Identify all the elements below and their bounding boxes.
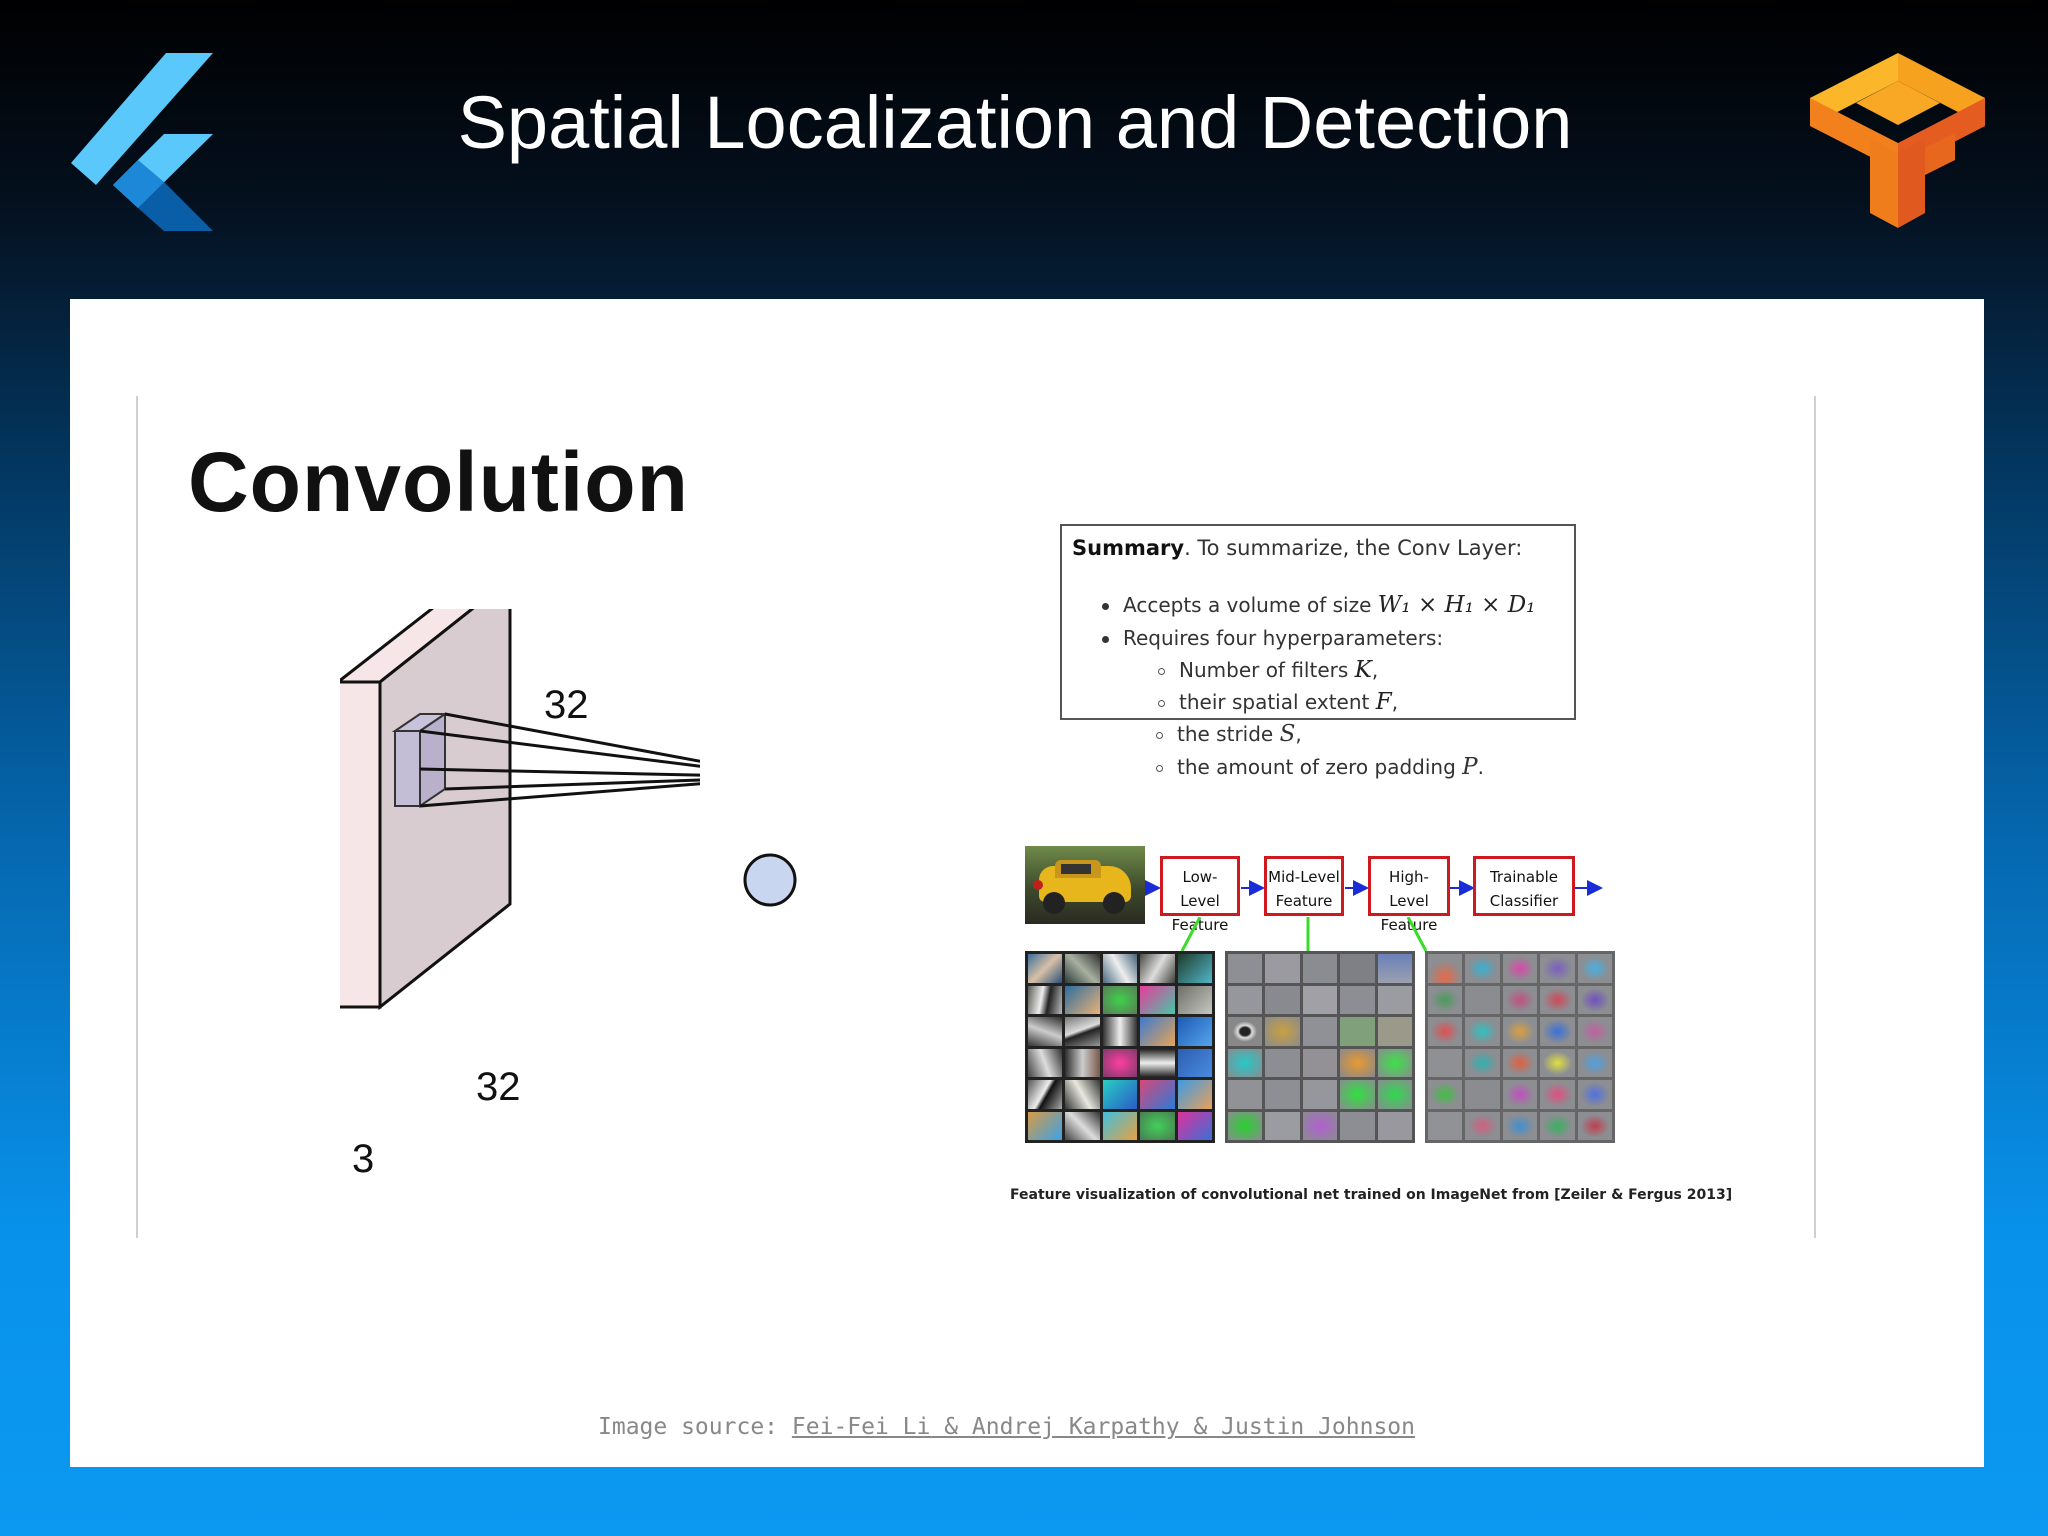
mid-level-feature-grid (1225, 951, 1415, 1143)
output-neuron (740, 850, 800, 910)
low-level-feature-grid (1025, 951, 1215, 1143)
image-source: Image source: Fei-Fei Li & Andrej Karpathy & Justin Johnson (598, 1414, 1415, 1440)
depth-label: 3 (352, 1137, 375, 1181)
summary-sub-item: Number of filters K, (1158, 657, 1378, 683)
pipeline-stage-mid: Mid-Level Feature (1264, 856, 1344, 916)
right-divider (1814, 396, 1816, 1238)
content-heading: Convolution (188, 435, 689, 529)
pipeline-stage-high: High-Level Feature (1368, 856, 1450, 916)
summary-sub-item: the amount of zero padding P. (1156, 754, 1484, 780)
summary-bullet-2: Requires four hyperparameters: (1102, 626, 1443, 650)
height-label: 32 (544, 683, 589, 727)
pipeline-stage-low: Low-Level Feature (1160, 856, 1240, 916)
summary-title: Summary. To summarize, the Conv Layer: (1072, 536, 1523, 560)
source-link[interactable]: Fei-Fei Li & Andrej Karpathy & Justin Johnson (791, 1414, 1415, 1440)
high-level-feature-grid (1425, 951, 1615, 1143)
feature-connectors (1170, 917, 1530, 953)
width-label: 32 (476, 1065, 521, 1109)
flutter-logo (66, 48, 226, 233)
slide-title: Spatial Localization and Detection (457, 81, 1573, 164)
figure-caption: Feature visualization of convolutional net trained on ImageNet from [Zeiler & Fergus 2013] (1010, 1187, 1733, 1203)
car-image (1025, 846, 1145, 924)
summary-box (1060, 524, 1576, 720)
summary-sub-item: the stride S, (1156, 721, 1302, 747)
pipeline-stage-classifier: Trainable Classifier (1473, 856, 1575, 916)
summary-bullet-1: Accepts a volume of size W₁ × H₁ × D₁ (1102, 592, 1535, 618)
summary-sub-item: their spatial extent F, (1158, 689, 1398, 715)
tensorflow-logo (1810, 48, 1985, 233)
left-divider (136, 396, 138, 1238)
slide-card (70, 299, 1984, 1467)
